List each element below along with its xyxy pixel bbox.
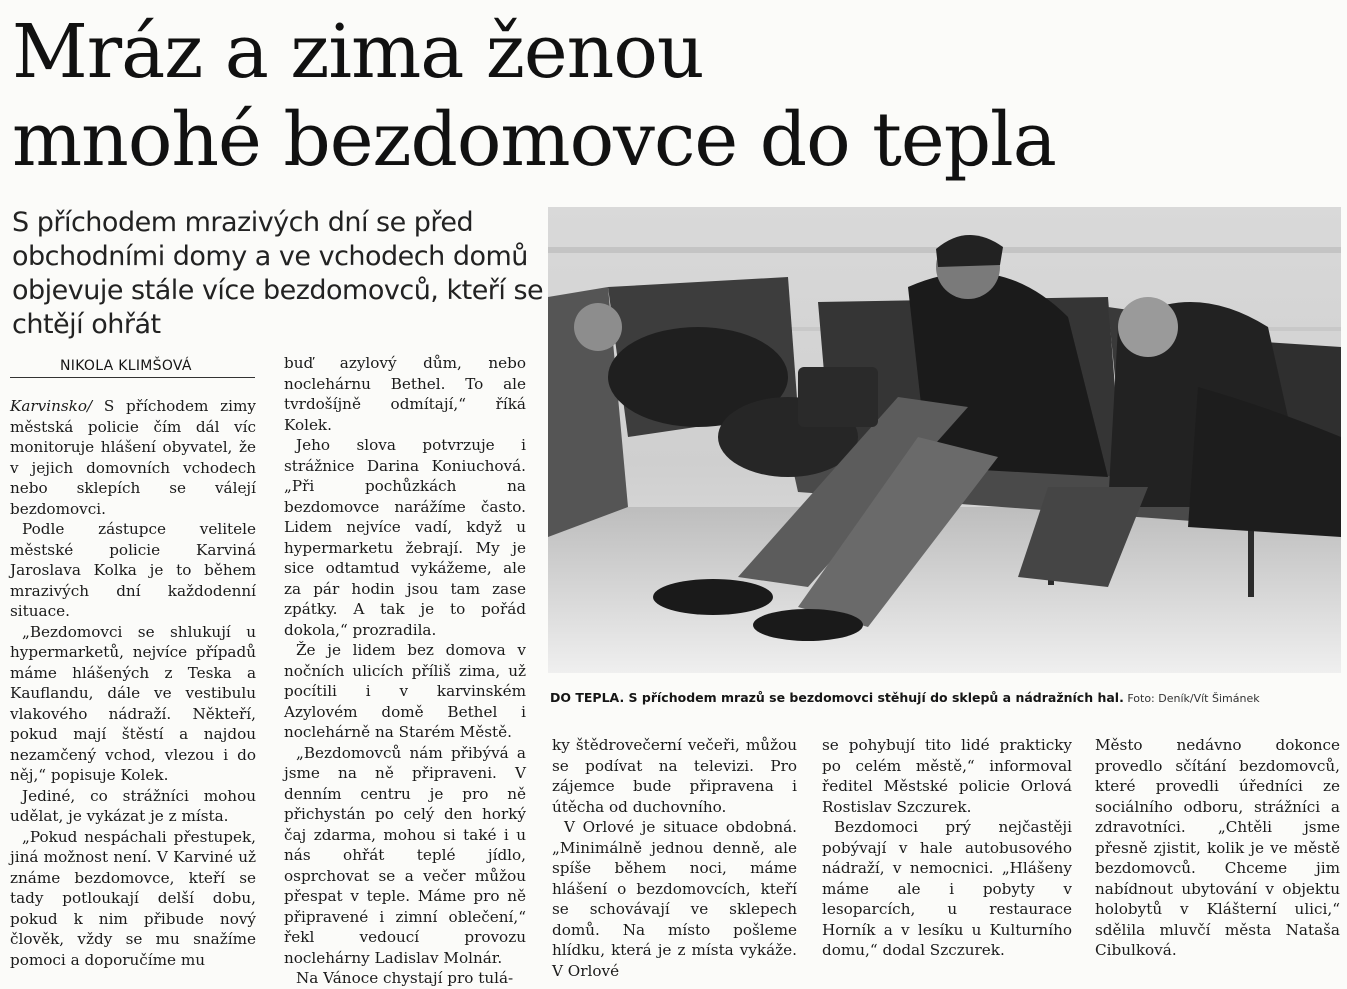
paragraph: „Bezdomovců nám přibývá a jsme na ně připraveni. V denním centru je pro ně přichystán po celý den horký čaj zdarma, mohou si také i u nás ohřát teplé jídlo, osprchovat se a večer můžou přespat v teple. Máme pro ně připravené i zimní oblečení,“ řekl vedoucí provozu noclehárny Ladislav Molnár. [284, 743, 526, 967]
paragraph: Jeho slova potvrzuje i strážnice Darina Koniuchová. „Při pochůzkách na bezdomovce narážíme často. Lidem nejvíce vadí, když u hypermarketu žebrají. My je sice odtamtud vykážeme, ale za pár hodin jsou tam zase zpátky. A tak je to pořád dokola,“ prozradila. [284, 436, 526, 639]
lead-paragraph [12, 206, 544, 342]
lead-line: obchodními domy a ve vchodech domů [12, 241, 528, 272]
caption-lead: DO TEPLA. [550, 690, 625, 705]
lead-line: objevuje stále více bezdomovců, kteří se [12, 275, 544, 306]
paragraph: Město nedávno dokonce provedlo sčítání bezdomovců, které provedli úředníci ze sociálního odboru, strážníci a zdravotníci. „Chtěli jsme přesně zjistit, kolik je ve městě bezdomovců. Chceme jim nabídnout ubytování v objektu holobytů v Klášterní ulici,“ sdělila mluvčí města Nataša Cibulková. [1095, 736, 1340, 959]
paragraph: se pohybují tito lidé prakticky po celém městě,“ informoval ředitel Městské policie Orlová Rostislav Szczurek. [822, 736, 1072, 816]
headline-line-2: mnohé bezdomovce do tepla [12, 97, 1056, 183]
headline-line-1: Mráz a zima ženou [12, 9, 704, 95]
text-column-3 [552, 735, 797, 981]
photo-caption [550, 690, 1340, 707]
paragraph: Na Vánoce chystají pro tulá- [296, 969, 514, 987]
text-column-4 [822, 735, 1072, 961]
paragraph: Bezdomoci prý nejčastěji pobývají v hale autobusového nádraží, v nemocnici. „Hlášeny máme ale i pobyty v lesoparcích, u restaurace Horník a v lesíku u Kulturního domu,“ dodal Szczurek. [822, 818, 1072, 959]
dateline: Karvinsko/ [10, 397, 93, 415]
paragraph [10, 396, 256, 519]
text-column-1 [10, 396, 256, 970]
headline [12, 8, 1212, 184]
text-column-2 [284, 353, 526, 989]
paragraph: Jediné, co strážníci mohou udělat, je vykázat je z místa. [10, 786, 256, 825]
paragraph: „Pokud nespáchali přestupek, jiná možnost není. V Karviné už známe bezdomovce, kteří se tady potloukají delší dobu, pokud k nim přibude nový člověk, vždy se mu snažíme pomoci a doporučíme mu [10, 827, 256, 969]
lead-line: chtějí ohřát [12, 309, 161, 340]
photo-homeless-sleeping-benches [548, 207, 1341, 673]
text-column-5 [1095, 735, 1340, 961]
byline: NIKOLA KLIMŠOVÁ [60, 358, 192, 374]
paragraph: ky štědrovečerní večeři, můžou se podívat na televizi. Pro zájemce bude připravena i útěcha od duchovního. [552, 736, 797, 816]
lead-line: S příchodem mrazivých dní se před [12, 207, 474, 238]
byline-rule [10, 357, 255, 378]
paragraph: V Orlové je situace obdobná. „Minimálně jednou denně, ale spíše během noci, máme hlášení o bezdomovcích, kteří se schovávají ve sklepech domů. Na místo pošleme hlídku, která je z místa vykáže. V Orlové [552, 818, 797, 980]
paragraph: Že je lidem bez domova v nočních ulicích příliš zima, už pocítili i v karvinském Azylovém domě Bethel i noclehárně na Starém Městě. [284, 641, 526, 741]
paragraph: buď azylový dům, nebo noclehárnu Bethel. To ale tvrdošíjně odmítají,“ říká Kolek. [284, 354, 526, 434]
caption-text: S příchodem mrazů se bezdomovci stěhují do sklepů a nádražních hal. [624, 690, 1124, 705]
paragraph: Podle zástupce velitele městské policie Karviná Jaroslava Kolka je to během mrazivých dní každodenní situace. [10, 520, 256, 620]
photo-credit: Foto: Deník/Vít Šimánek [1123, 692, 1260, 705]
paragraph: „Bezdomovci se shlukují u hypermarketů, nejvíce případů máme hlášených z Teska a Kauflandu, dále ve vestibulu vlakového nádraží. Někteří, pokud mají štěstí a najdou nezamčený vchod, vlezou i do něj,“ popisuje Kolek. [10, 622, 256, 784]
paragraph-text: S příchodem zimy městská policie čím dál víc monitoruje hlášení obyvatel, že v jejich domovních vchodech nebo sklepích se válejí bezdomovci. [10, 397, 256, 518]
